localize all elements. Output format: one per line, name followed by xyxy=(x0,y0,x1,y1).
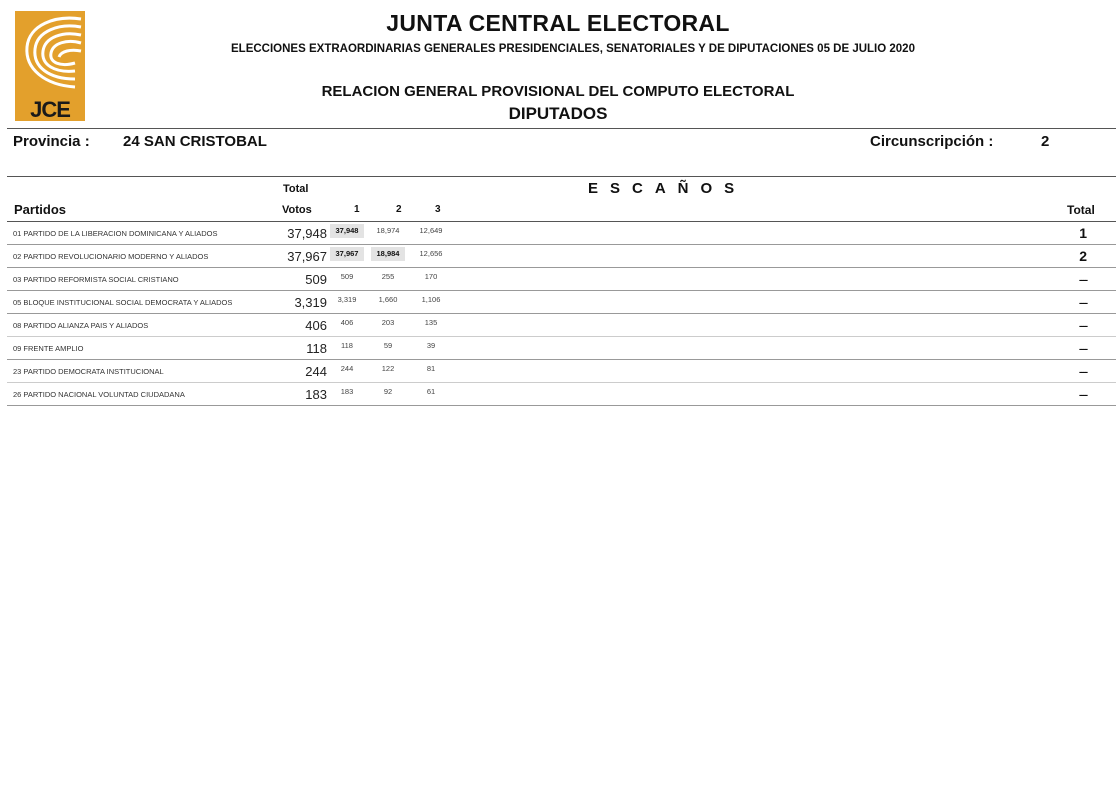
page-subtitle: ELECCIONES EXTRAORDINARIAS GENERALES PRESIDENCIALES, SENATORIALES Y DE DIPUTACIONES 05 DE JULIO 2020 xyxy=(231,43,915,55)
seat-quotient-3: 12,649 xyxy=(419,226,443,235)
table-row xyxy=(7,383,1116,406)
province-label: Provincia : xyxy=(13,133,90,150)
seats-total: 1 xyxy=(1079,225,1087,241)
header-total-seats: Total xyxy=(1067,203,1095,217)
seat-quotient-1: 118 xyxy=(341,341,353,350)
seat-quotient-1: 37,948 xyxy=(330,224,364,238)
party-name: 09 FRENTE AMPLIO xyxy=(13,344,84,353)
seat-quotient-1: 406 xyxy=(340,318,354,327)
seat-quotient-3: 170 xyxy=(424,272,438,281)
party-votes: 3,319 xyxy=(294,295,327,310)
seat-quotient-3: 1,106 xyxy=(421,295,441,304)
header-total-votes-line2: Votos xyxy=(282,204,312,216)
seats-total: ---- xyxy=(1079,344,1087,354)
seat-quotient-1: 3,319 xyxy=(337,295,357,304)
header-escanos: ESCAÑOS xyxy=(588,180,747,197)
header-seat-3: 3 xyxy=(435,204,441,215)
page-title: JUNTA CENTRAL ELECTORAL xyxy=(386,10,730,36)
seat-quotient-3: 81 xyxy=(426,364,436,373)
seats-total: ---- xyxy=(1079,275,1087,285)
party-name: 08 PARTIDO ALIANZA PAIS Y ALIADOS xyxy=(13,321,149,330)
seats-total: 2 xyxy=(1079,248,1087,264)
seat-quotient-3: 39 xyxy=(426,341,436,350)
divider xyxy=(7,128,1116,129)
party-name: 02 PARTIDO REVOLUCIONARIO MODERNO Y ALIADOS xyxy=(13,252,209,261)
party-votes: 37,948 xyxy=(287,226,327,241)
seat-quotient-2: 1,660 xyxy=(378,295,398,304)
party-name: 01 PARTIDO DE LA LIBERACION DOMINICANA Y ALIADOS xyxy=(13,229,218,238)
circumscription-value: 2 xyxy=(1041,133,1050,150)
table-row xyxy=(7,291,1116,314)
party-votes: 118 xyxy=(306,341,327,356)
seat-quotient-1: 509 xyxy=(340,272,354,281)
party-votes: 183 xyxy=(305,387,327,402)
circumscription-label: Circunscripción : xyxy=(870,133,994,150)
seat-quotient-2: 59 xyxy=(383,341,393,350)
table-row xyxy=(7,245,1116,268)
seat-quotient-2: 122 xyxy=(381,364,395,373)
party-votes: 244 xyxy=(305,364,327,379)
seat-quotient-1: 37,967 xyxy=(330,247,364,261)
table-row xyxy=(7,337,1116,360)
header-seat-1: 1 xyxy=(354,204,360,215)
header-partidos: Partidos xyxy=(14,202,67,217)
party-table-body xyxy=(7,222,1116,406)
seat-quotient-2: 18,974 xyxy=(376,226,400,235)
table-row xyxy=(7,314,1116,337)
seat-quotient-2: 18,984 xyxy=(371,247,405,261)
seats-total: ---- xyxy=(1079,298,1087,308)
party-name: 05 BLOQUE INSTITUCIONAL SOCIAL DEMOCRATA Y ALIADOS xyxy=(13,298,233,307)
table-row xyxy=(7,360,1116,383)
seats-total: ---- xyxy=(1079,390,1087,400)
report-title: RELACION GENERAL PROVISIONAL DEL COMPUTO ELECTORAL xyxy=(321,83,795,100)
header-total-votes-line1: Total xyxy=(283,183,309,195)
seat-quotient-1: 183 xyxy=(340,387,354,396)
party-name: 26 PARTIDO NACIONAL VOLUNTAD CIUDADANA xyxy=(13,390,185,399)
seat-quotient-1: 244 xyxy=(340,364,354,373)
table-row xyxy=(7,268,1116,291)
logo-text: JCE xyxy=(30,97,70,122)
table-row xyxy=(7,222,1116,245)
header-seat-2: 2 xyxy=(396,204,402,215)
seat-quotient-3: 12,656 xyxy=(419,249,443,258)
seats-total: ---- xyxy=(1079,367,1087,377)
party-votes: 406 xyxy=(305,318,327,333)
party-votes: 37,967 xyxy=(287,249,327,264)
report-subtitle: DIPUTADOS xyxy=(508,104,608,123)
seat-quotient-2: 255 xyxy=(381,272,395,281)
party-name: 03 PARTIDO REFORMISTA SOCIAL CRISTIANO xyxy=(13,275,179,284)
province-value: 24 SAN CRISTOBAL xyxy=(123,133,267,150)
party-votes: 509 xyxy=(305,272,327,287)
party-name: 23 PARTIDO DEMOCRATA INSTITUCIONAL xyxy=(13,367,164,376)
seats-total: ---- xyxy=(1079,321,1087,331)
seat-quotient-2: 92 xyxy=(383,387,393,396)
seat-quotient-3: 135 xyxy=(424,318,438,327)
table-top-rule xyxy=(7,176,1116,177)
seat-quotient-2: 203 xyxy=(381,318,395,327)
seat-quotient-3: 61 xyxy=(426,387,436,396)
